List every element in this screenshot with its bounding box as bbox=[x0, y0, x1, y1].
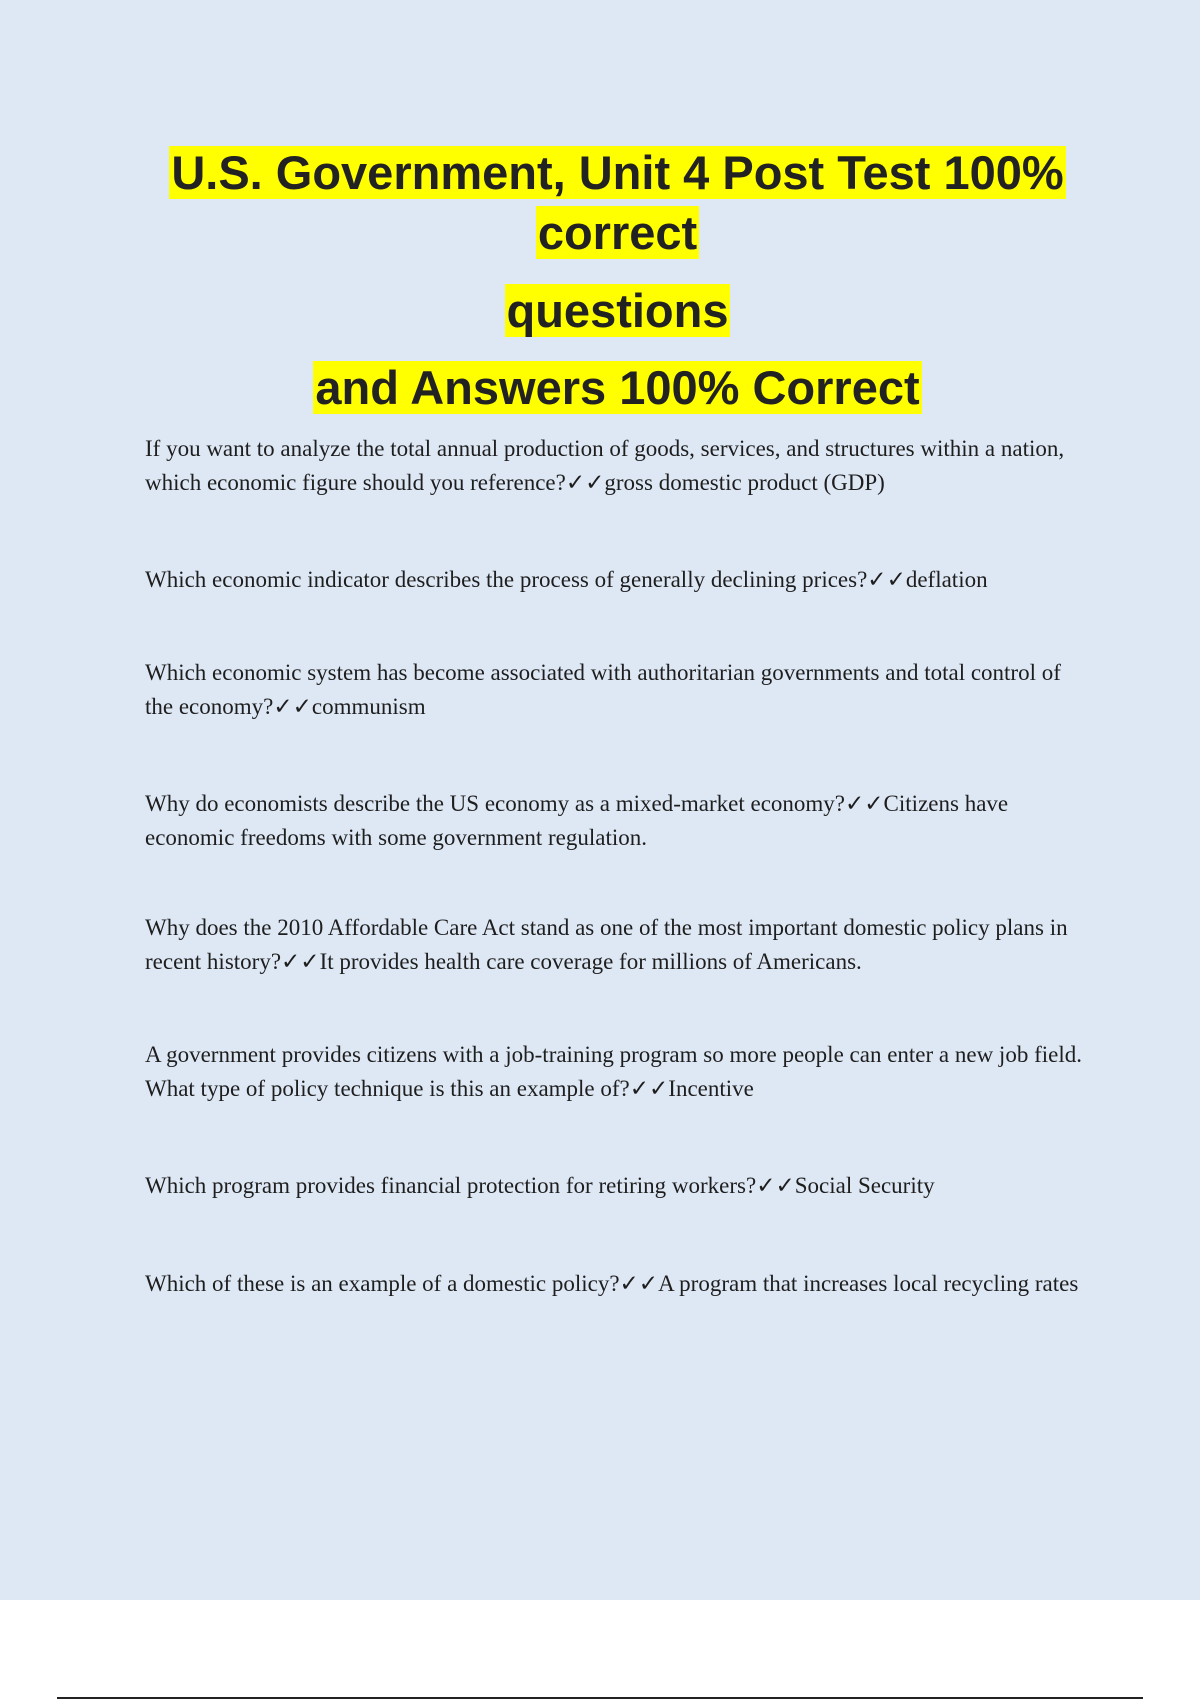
qa-item-7: Which program provides financial protection for retiring workers?✓✓Social Security bbox=[145, 1173, 935, 1198]
document-title bbox=[0, 143, 1200, 418]
bottom-divider bbox=[57, 1697, 1143, 1699]
qa-item-1: If you want to analyze the total annual production of goods, services, and structures within a nation, which economic figure should you reference?✓✓gross domestic product (GDP) bbox=[145, 436, 1065, 495]
qa-item-6: A government provides citizens with a job-training program so more people can enter a new job field. What type of policy technique is this an example of?✓✓Incentive bbox=[145, 1042, 1082, 1101]
qa-item-4: Why do economists describe the US economy as a mixed-market economy?✓✓Citizens have economic freedoms with some government regulation. bbox=[145, 791, 1009, 850]
qa-item-8: Which of these is an example of a domestic policy?✓✓A program that increases local recycling rates bbox=[145, 1271, 1079, 1296]
title-line-1: U.S. Government, Unit 4 Post Test 100% bbox=[171, 146, 1064, 199]
qa-item-5: Why does the 2010 Affordable Care Act stand as one of the most important domestic policy plans in recent history?✓✓It provides health care coverage for millions of Americans. bbox=[145, 915, 1068, 974]
title-line-3: questions bbox=[506, 284, 729, 337]
title-line-2: correct bbox=[537, 206, 698, 259]
qa-item-3: Which economic system has become associated with authoritarian governments and total control of the economy?✓✓communism bbox=[145, 660, 1061, 719]
qa-item-2: Which economic indicator describes the process of generally declining prices?✓✓deflation bbox=[145, 567, 988, 592]
title-line-4: and Answers 100% Correct bbox=[315, 361, 920, 414]
